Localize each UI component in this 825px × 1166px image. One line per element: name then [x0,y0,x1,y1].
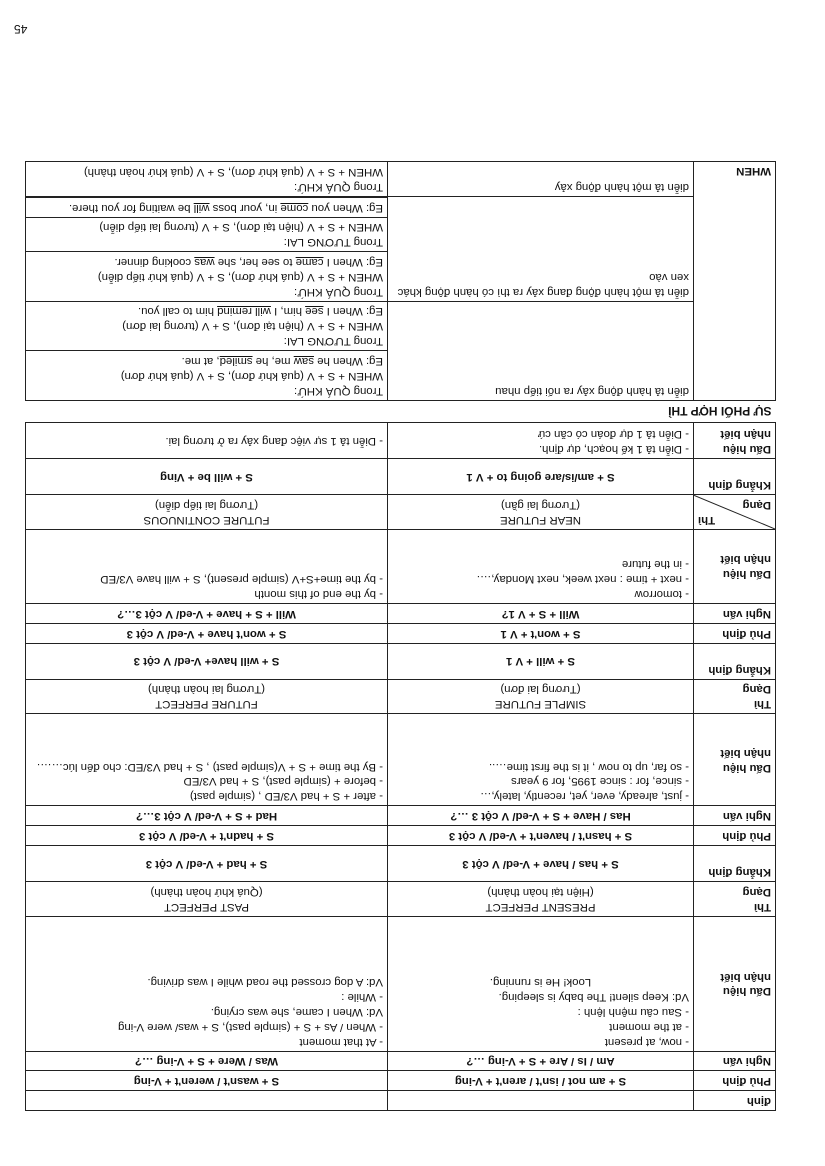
sign-line: - so far, up to now , it is the first time….. [488,760,689,773]
present-continuous-negative: S + am not / isn't / aren't + V-ing [388,1071,694,1091]
when-formula: WHEN + S + V (hiện tại đơn), S + V (tương lai đơn) [122,320,383,333]
sign-line: - by the end of this month [254,587,383,600]
table-row [26,679,776,714]
sign-line: - after + S + had V3/ED , (simple past) [189,790,383,803]
present-perfect-title: PRESENT PERFECT [485,900,596,913]
row-label-dinh: định [694,1091,776,1111]
table-row [26,459,776,495]
table-row [26,495,776,530]
row-label-nghi-van: Nghi vấn [694,603,776,623]
sign-line: - just, already, ever, yet, recently, lately,… [480,790,689,803]
table-row [26,826,776,846]
table-row [26,529,776,603]
page-number: 45 [14,22,28,36]
when-desc-1: diễn tả hành động xảy ra nối tiếp nhau [388,301,694,400]
sign-line: - since, for : since 1995, for 9 years [511,775,689,788]
past-continuous-signs [26,916,388,1051]
near-future-title: NEAR FUTURE [500,513,582,526]
sign-line: - Diễn tả 1 sự việc đang xảy ra ở tương lai. [165,435,383,448]
sign-line: - tomorrow [634,587,689,600]
sign-line: - before + (simple past), S + had V3/ED [183,775,383,788]
table-row [26,1091,776,1111]
sign-line: - Sau câu mệnh lệnh : [577,1005,689,1018]
sign-line: Vd: When I came, she was crying. [210,1005,383,1018]
present-perfect-signs [388,714,694,806]
table-row [26,806,776,826]
row-label-thi: Thì [753,698,771,711]
row-label-khang-dinh: Khẳng định [694,459,776,495]
when-formula: WHEN + S + V (quá khứ đơn), S + V (quá khứ tiếp diễn) [97,270,383,283]
tense-label: Trong QUÁ KHỨ: [293,384,383,397]
table-row [26,1071,776,1091]
row-label-nghi-van: Nghi vấn [694,1051,776,1071]
near-future-affirmative: S + am/is/are going to + V 1 [388,459,694,495]
simple-future-question: Will + S + V 1? [388,603,694,623]
table-row [26,623,776,643]
when-example: Eg: When I see him, I will remind him to call you. [137,305,383,318]
near-future-subtitle: (Tương lai gần) [500,499,581,512]
table-row [26,423,776,459]
past-perfect-affirmative: S + had + V-ed/ V cột 3 [26,845,388,881]
past-perfect-question: Had + S + V-ed/ V cột 3…? [26,806,388,826]
present-perfect-question: Has / Have + S + V-ed/ V cột 3 …? [388,806,694,826]
present-continuous-question: Am / Is / Are + S + V-ing …? [388,1051,694,1071]
row-label-dau-hieu: Dấu hiệu nhận biết [694,529,776,603]
future-perfect-signs [26,529,388,603]
table-row [26,845,776,881]
row-label-thi: Thì [753,900,771,913]
table-row [26,1051,776,1071]
section-title: SỰ PHỐI HỢP THÌ [26,400,776,423]
present-continuous-signs [388,916,694,1051]
when-example: Eg: When I came to see her, she was cooking dinner. [114,256,383,269]
present-perfect-affirmative: S + has / have + V-ed/ V cột 3 [388,845,694,881]
future-perfect-affirmative: S + will have+ V-ed/ V cột 3 [26,643,388,679]
row-label-khang-dinh: Khẳng định [694,845,776,881]
past-perfect-title: PAST PERFECT [163,900,250,913]
when-label: WHEN [694,161,776,400]
sign-line: - next + time : next week, next Monday,…. [476,573,689,586]
future-continuous-affirmative: S + will be + Ving [26,459,388,495]
tense-table [25,161,776,1111]
simple-future-signs [388,529,694,603]
section-title-row [26,400,776,423]
row-label-dang: Dạng [742,885,771,898]
future-continuous-signs [26,423,388,459]
table-row [26,161,776,162]
when-formula: WHEN + S + V (hiện tại đơn), S + V (tương lai tiếp diễn) [99,221,383,234]
sign-line: - at the moment [609,1020,689,1033]
when-formula: WHEN + S + V (quá khứ đơn), S + V (quá khứ đơn) [120,369,383,382]
sign-line: Look! He is running. [489,976,592,989]
sign-line: Vd: A dog crossed the road while I was driving. [147,976,383,989]
sign-line: - Diễn tả 1 dự đoán có căn cứ [537,428,689,441]
row-label-dau-hieu: Dấu hiệu nhận biết [694,714,776,806]
simple-future-negative: S + won't + V 1 [388,623,694,643]
sign-line: - Diễn tả 1 kế hoạch, dự định. [538,443,689,456]
simple-future-title: SIMPLE FUTURE [494,698,587,711]
future-perfect-negative: S + won't have + V-ed/ V cột 3 [26,623,388,643]
sign-line: - by the time+S+V (simple present), S + will have V3/ED [100,573,383,586]
past-continuous-question: Was / Were + S + V-ing …? [26,1051,388,1071]
future-continuous-subtitle: (Tương lai tiếp diễn) [154,499,259,512]
row-label-dang: Dạng [742,499,771,512]
past-perfect-negative: S + hadn't + V-ed/ V cột 3 [26,826,388,846]
row-label-phu-dinh: Phủ định [694,826,776,846]
table-row [26,643,776,679]
tense-label: Trong TƯƠNG LAI: [283,236,383,249]
row-label-phu-dinh: Phủ định [694,1071,776,1091]
future-perfect-subtitle: (Tương lai hoàn thành) [147,683,266,696]
when-formula: WHEN + S + V (quá khứ đơn), S + V (quá khứ hoàn thành) [83,165,383,178]
tense-label: Trong TƯƠNG LAI: [283,335,383,348]
tense-label: Trong QUÁ KHỨ: [293,180,383,193]
simple-future-affirmative: S + will + V 1 [388,643,694,679]
sign-line: Vd: Keep silent! The baby is sleeping. [498,991,689,1004]
future-perfect-question: Will + S + have + V-ed/ V cột 3…? [26,603,388,623]
diagonal-line [694,495,775,529]
row-label-dau-hieu: Dấu hiệu nhận biết [694,916,776,1051]
when-example: Eg: When you come in, your boss will be waiting for you there. [68,201,383,214]
sign-line: - At that moment [299,1035,383,1048]
tense-label: Trong QUÁ KHỨ: [293,285,383,298]
row-label-dang: Dạng [742,683,771,696]
row-label-thi: Thì [698,513,716,526]
sign-line: - When / As + S + (simple past), S + was/ were V-ing [118,1020,383,1033]
table-row [26,162,776,197]
when-desc-2: diễn tả một hành động đang xảy ra thì có hành động khác xen vào [388,196,694,301]
future-perfect-title: FUTURE PERFECT [155,698,258,711]
future-continuous-title: FUTURE CONTINUOUS [143,513,270,526]
past-continuous-negative: S + wasn't / weren't + V-ing [26,1071,388,1091]
table-row [26,351,776,400]
present-perfect-subtitle: (Hiện tại hoàn thành) [487,885,594,898]
table-row [26,252,776,301]
simple-future-subtitle: (Tương lai đơn) [500,683,581,696]
when-example: Eg: When he saw me, he smiled, at me. [181,354,383,367]
table-row [26,916,776,1051]
thi-dang-diagonal-cell [694,495,776,530]
present-perfect-negative: S + hasn't / haven't + V-ed/ V cột 3 [388,826,694,846]
table-row [26,881,776,916]
sign-line: - now, at present [604,1035,689,1048]
sign-line: - While : [341,991,383,1004]
row-label-dau-hieu: Dấu hiệu nhận biết [694,423,776,459]
near-future-signs [388,423,694,459]
past-perfect-signs [26,714,388,806]
sign-line: - By the time + S + V(simple past) , S + had V3/ED: cho đến lúc……. [37,760,383,773]
row-label-khang-dinh: Khẳng định [694,643,776,679]
table-row [26,714,776,806]
when-desc-3: diễn tả một hành động xảy [388,162,694,197]
row-label-phu-dinh: Phủ định [694,623,776,643]
past-perfect-subtitle: (Quá khứ hoàn thành) [150,885,263,898]
sign-line: - in the future [621,558,689,571]
table-row [26,603,776,623]
row-label-nghi-van: Nghi vấn [694,806,776,826]
